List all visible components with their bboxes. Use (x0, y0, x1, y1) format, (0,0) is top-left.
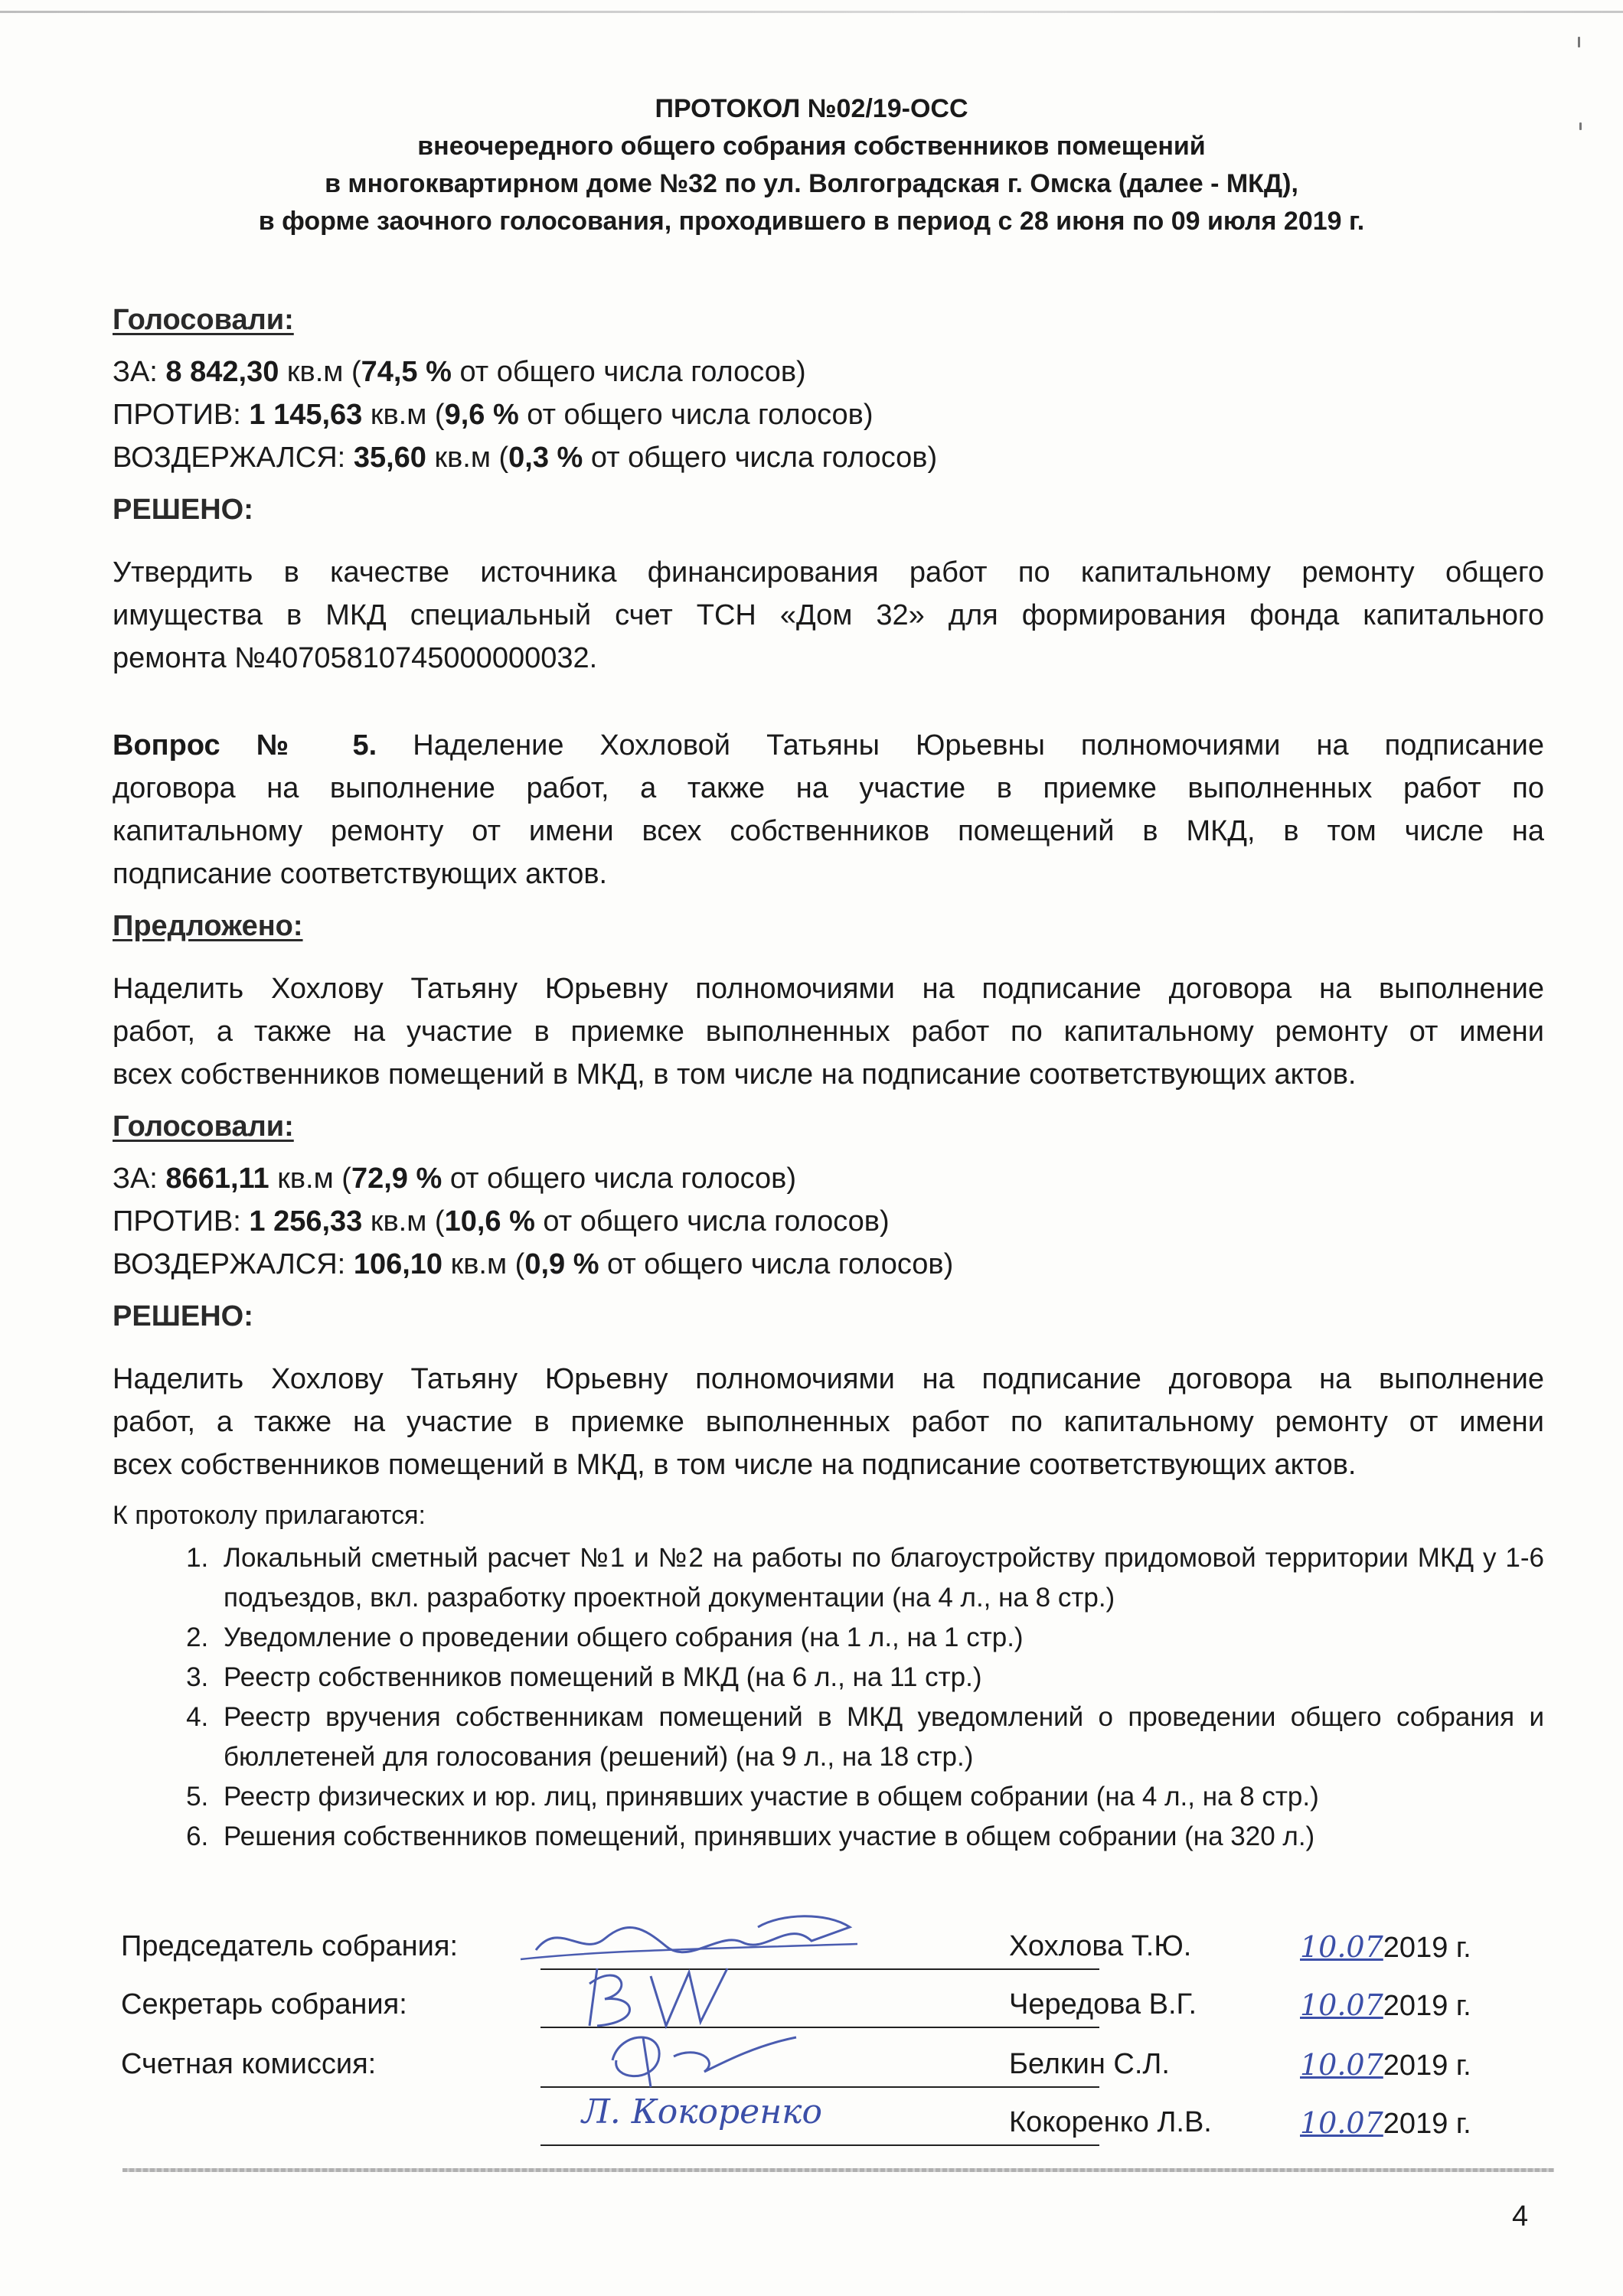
chair-date: 10.072019 г. (1300, 1930, 1471, 1964)
list-item: 5. Реестр физических и юр. лиц, принявших участие в общем собрании (на 4 л., на 8 стр.) (216, 1777, 1544, 1817)
vote-heading-1: Голосовали: (113, 304, 294, 336)
list-item: 6. Решения собственников помещений, принявших участие в общем собрании (на 320 л.) (216, 1817, 1544, 1857)
attachments-list (113, 1538, 1544, 1857)
signature-line (540, 2144, 1099, 2146)
decision1-line: Утвердить в качестве источника финансирования работ по капитальному ремонту общего (113, 556, 1544, 589)
question5-line: капитальному ремонту от имени всех собственников помещений в МКД, в том числе на (113, 815, 1544, 847)
commission-label: Счетная комиссия: (121, 2048, 377, 2080)
vote1-against: ПРОТИВ: 1 145,63 кв.м (9,6 % от общего числа голосов) (113, 399, 874, 431)
decision1-line: ремонта №40705810745000000032. (113, 642, 598, 674)
question5-label: Вопрос № 5. (113, 729, 377, 762)
vote2-for: ЗА: 8661,11 кв.м (72,9 % от общего числа голосов) (113, 1163, 797, 1195)
page-number: 4 (1512, 2200, 1529, 2232)
question5-line: Вопрос № 5. Наделение Хохловой Татьяны Юрьевны полномочиями на подписание (113, 729, 1544, 762)
vote2-against: ПРОТИВ: 1 256,33 кв.м (10,6 % от общего числа голосов) (113, 1205, 890, 1238)
vote-heading-2: Голосовали: (113, 1110, 294, 1143)
vote1-abstain: ВОЗДЕРЖАЛСЯ: 35,60 кв.м (0,3 % от общего числа голосов) (113, 442, 938, 474)
secretary-date: 10.072019 г. (1300, 1988, 1471, 2022)
proposed-line: работ, а также на участие в приемке выполненных работ по капитальному ремонту от имени (113, 1016, 1544, 1048)
proposed-line: всех собственников помещений в МКД, в том числе на подписание соответствующих актов. (113, 1058, 1357, 1091)
svg-text:Л. Кокоренко: Л. Кокоренко (582, 2092, 822, 2131)
protocol-title: ПРОТОКОЛ №02/19-ОСС (655, 94, 968, 123)
proposed-line: Наделить Хохлову Татьяну Юрьевну полномочиями на подписание договора на выполнение (113, 973, 1544, 1005)
document-body (113, 298, 1544, 1857)
decision2-line: Наделить Хохлову Татьяну Юрьевну полномочиями на подписание договора на выполнение (113, 1363, 1544, 1395)
secretary-name: Чередова В.Г. (1009, 1988, 1197, 2020)
chair-label: Председатель собрания: (121, 1930, 459, 1962)
list-item: 4. Реестр вручения собственникам помещений в МКД уведомлений о проведении общего собрания и бюллетеней для голосования (решений) (на 9 л., на 18 стр.) (216, 1698, 1544, 1777)
attachments-intro: К протоколу прилагаются: (113, 1501, 426, 1530)
commission1-date: 10.072019 г. (1300, 2048, 1471, 2082)
commission2-name: Кокоренко Л.В. (1009, 2106, 1212, 2138)
list-item: 1. Локальный сметный расчет №1 и №2 на работы по благоустройству придомовой территории МКД у 1-6 подъездов, вкл. разработку проектной документации (на 4 л., на 8 стр.) (216, 1538, 1544, 1618)
chair-name: Хохлова Т.Ю. (1009, 1930, 1192, 1962)
question5-line: подписание соответствующих актов. (113, 858, 608, 890)
vote2-abstain: ВОЗДЕРЖАЛСЯ: 106,10 кв.м (0,9 % от общего числа голосов) (113, 1248, 954, 1280)
decision1-line: имущества в МКД специальный счет ТСН «Дом 32» для формирования фонда капитального (113, 599, 1544, 631)
secretary-label: Секретарь собрания: (121, 1988, 407, 2020)
proposed-heading: Предложено: (113, 910, 303, 942)
decision2-line: работ, а также на участие в приемке выполненных работ по капитальному ремонту от имени (113, 1406, 1544, 1438)
decision-heading-1: РЕШЕНО: (113, 494, 253, 526)
vote1-for: ЗА: 8 842,30 кв.м (74,5 % от общего числа голосов) (113, 356, 806, 388)
commission2-signature (567, 2076, 903, 2144)
commission1-name: Белкин С.Л. (1009, 2048, 1170, 2080)
question5-line: договора на выполнение работ, а также на участие в приемке выполненных работ по (113, 772, 1544, 804)
list-item: 3. Реестр собственников помещений в МКД (на 6 л., на 11 стр.) (216, 1658, 1544, 1698)
decision-heading-2: РЕШЕНО: (113, 1300, 253, 1332)
commission2-date: 10.072019 г. (1300, 2106, 1471, 2140)
list-item: 2. Уведомление о проведении общего собрания (на 1 л., на 1 стр.) (216, 1618, 1544, 1658)
scan-edge-bottom (122, 2168, 1554, 2172)
scan-speck (1578, 37, 1580, 47)
document-header (115, 90, 1508, 240)
scan-speck (1579, 122, 1582, 130)
header-line-4: в форме заочного голосования, проходившего в период с 28 июня по 09 июля 2019 г. (258, 207, 1365, 236)
header-line-3: в многоквартирном доме №32 по ул. Волгоградская г. Омска (далее - МКД), (325, 169, 1298, 198)
decision2-line: всех собственников помещений в МКД, в том числе на подписание соответствующих актов. (113, 1449, 1357, 1481)
scan-edge-top (0, 11, 1623, 13)
header-line-2: внеочередного общего собрания собственников помещений (417, 132, 1206, 161)
